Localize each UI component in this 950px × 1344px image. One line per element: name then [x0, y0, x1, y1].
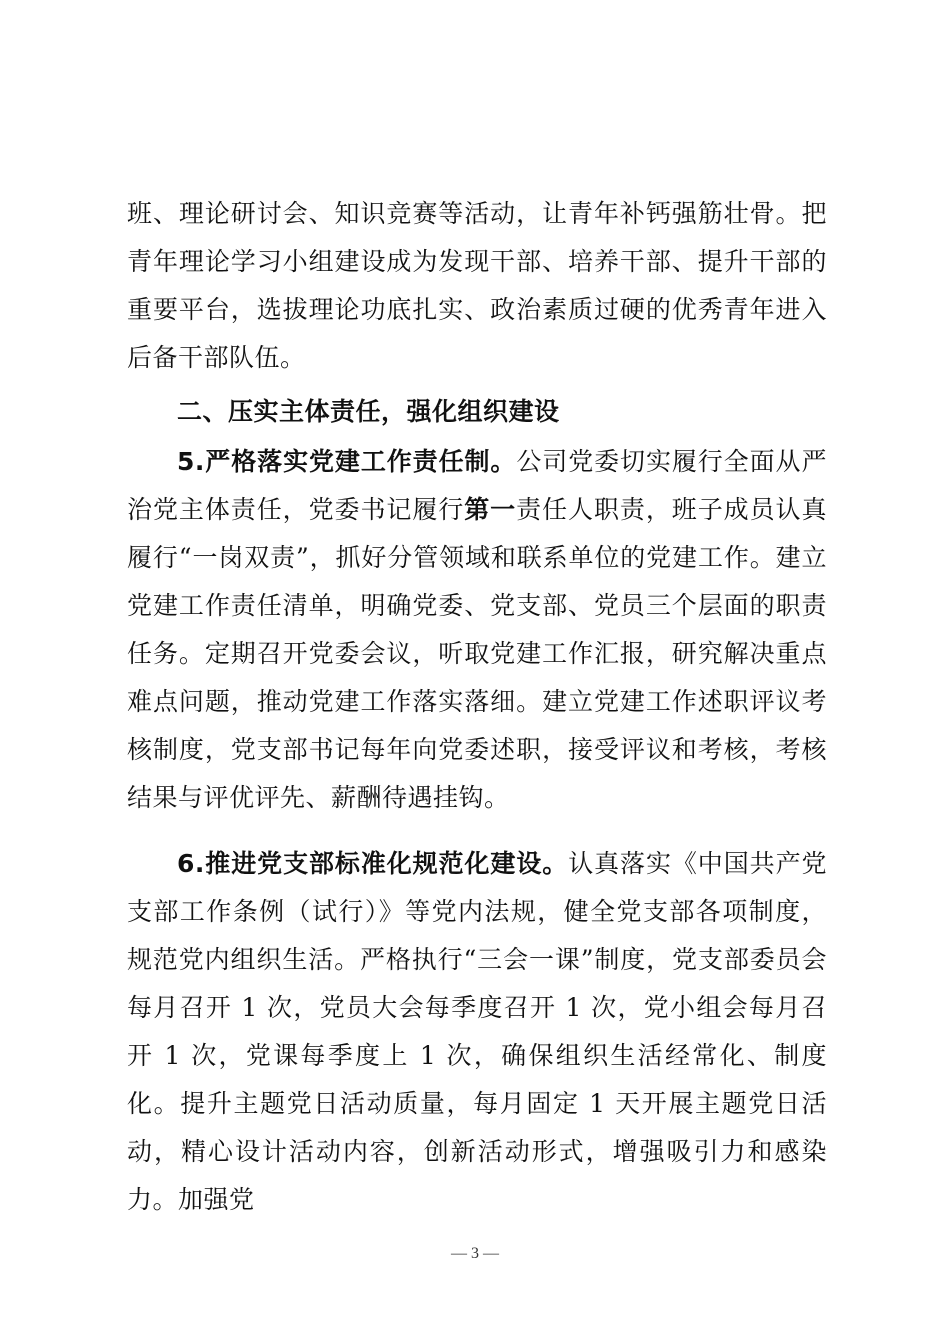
paragraph-item-5	[127, 438, 827, 822]
item-5-title: 5.严格落实党建工作责任制。	[177, 447, 517, 476]
item-6-body: 认真落实《中国共产党支部工作条例（试行）》等党内法规，健全党支部各项制度，规范党内组织生活。严格执行“三会一课”制度，党支部委员会每月召开 1 次，党员大会每季度召开 1 次，党小组会每月召开 1 次，党课每季度上 1 次，确保组织生活经常化、制度化。提升主题党日活动质量，每月固定 1 天开展主题党日活动，精心设计活动内容，创新活动形式，增强吸引力和感染力。加强党	[127, 849, 827, 1214]
paragraph-item-6	[127, 840, 827, 1224]
paragraph-text: 班、理论研讨会、知识竞赛等活动，让青年补钙强筋壮骨。把青年理论学习小组建设成为发现干部、培养干部、提升干部的重要平台，选拔理论功底扎实、政治素质过硬的优秀青年进入后备干部队伍。	[127, 199, 827, 372]
item-5-body-rest: 责任人职责，班子成员认真履行“一岗双责”，抓好分管领域和联系单位的党建工作。建立党建工作责任清单，明确党委、党支部、党员三个层面的职责任务。定期召开党委会议，听取党建工作汇报，研究解决重点难点问题，推动党建工作落实落细。建立党建工作述职评议考核制度，党支部书记每年向党委述职，接受评议和考核，考核结果与评优评先、薪酬待遇挂钩。	[127, 495, 827, 812]
section-heading: 二、压实主体责任，强化组织建设	[177, 397, 560, 426]
item-5-bold-phrase: 第一	[464, 495, 517, 524]
page-number: — 3 —	[451, 1245, 499, 1262]
item-6-title: 6.推进党支部标准化规范化建设。	[177, 849, 569, 878]
paragraph-youth-study	[127, 190, 827, 382]
item-5-body: 公司党委切实履行全面从严治党主体责任，党委书记履行	[127, 447, 827, 524]
